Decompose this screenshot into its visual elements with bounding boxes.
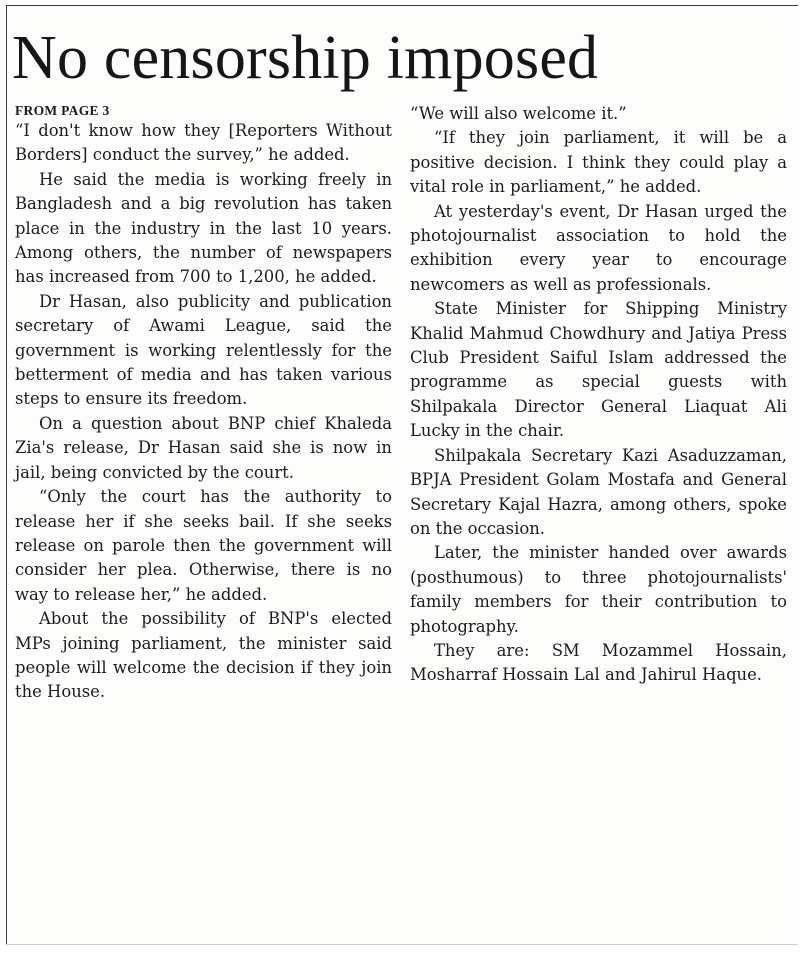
article-column-left — [15, 102, 392, 705]
paragraph: Shilpakala Secretary Kazi Asaduzzaman, BPJA President Golam Mostafa and General Secretary Kajal Hazra, among others, spoke on the occasion. — [410, 445, 787, 538]
paragraph: Later, the minister handed over awards (posthumous) to three photojournalists' family members for their contribution to photography. — [410, 543, 787, 636]
paragraph: State Minister for Shipping Ministry Khalid Mahmud Chowdhury and Jatiya Press Club President Saiful Islam addressed the programme as special guests with Shilpakala Director General Liaquat Ali Lucky in the chair. — [410, 299, 787, 441]
bottom-divider — [6, 944, 798, 945]
paragraph: They are: SM Mozammel Hossain, Mosharraf Hossain Lal and Jahirul Haque. — [410, 640, 787, 685]
paragraph: About the possibility of BNP's elected MPs joining parliament, the minister said people will welcome the decision if they join the House. — [15, 609, 392, 702]
paragraph: At yesterday's event, Dr Hasan urged the photojournalist association to hold the exhibition every year to encourage newcomers as well as professionals. — [410, 201, 787, 294]
paragraph: “Only the court has the authority to release her if she seeks bail. If she seeks release on parole then the government will consider her plea. Otherwise, there is no way to release her,” he added. — [15, 487, 392, 604]
paragraph: “If they join parliament, it will be a positive decision. I think they could play a vital role in parliament,” he added. — [410, 128, 787, 197]
paragraph: On a question about BNP chief Khaleda Zia's release, Dr Hasan said she is now in jail, being convicted by the court. — [15, 413, 392, 482]
paragraph: Dr Hasan, also publicity and publication secretary of Awami League, said the government is working relentlessly for the betterment of media and has taken various steps to ensure its freedom. — [15, 291, 392, 409]
kicker-from-page: FROM PAGE 3 — [15, 103, 110, 118]
paragraph: “I don't know how they [Reporters Without Borders] conduct the survey,” he added. — [15, 121, 392, 165]
paragraph: He said the media is working freely in Bangladesh and a big revolution has taken place in the industry in the last 10 years. Among others, the number of newspapers has increased from 700 to 1,200, he added. — [15, 169, 392, 287]
article-column-right — [410, 102, 787, 688]
paragraph: “We will also welcome it.” — [410, 104, 627, 123]
headline: No censorship imposed — [12, 24, 599, 92]
